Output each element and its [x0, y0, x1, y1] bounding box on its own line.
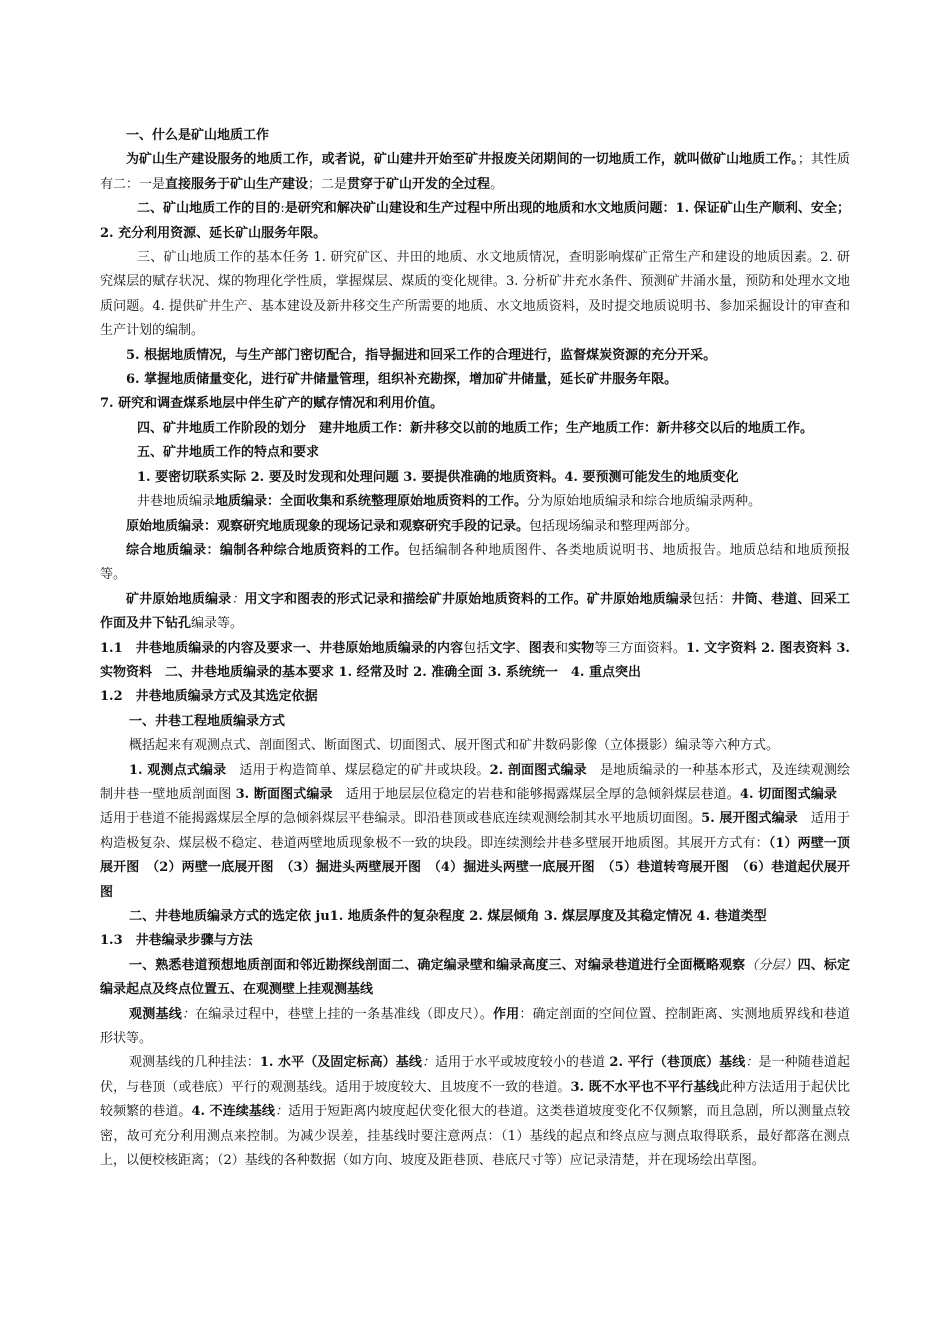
text-run: 适用于构造极复杂、煤层极不稳定、巷道两壁地质现象极不一致的块段。即连续测绘井巷多壁展开地质图。其展开方式有： — [100, 811, 850, 851]
text-run: 建井地质工作：新井移交以前的地质工作；生产地质工作：新井移交以后的地质工作。 — [319, 420, 814, 436]
text-run: 矿井原始地质编录 — [126, 591, 232, 607]
text-run: 三、矿山地质工作的基本任务 1. 研究矿区、井田的地质、水文地质情况，查明影响煤矿正常生产和建设的地质因素。2. 研究煤层的赋存状况、煤的物理化学性质，掌握煤层、煤质的变化规律。3. 分析矿井充水条件、预测矿井涌水量，预防和处理水文地质问题。4. 提供矿井生产、基本建设及新井移交生产所需要的地质、水文地质资料，及时提交地质说明书、参加采掘设计的审查和生产计划的编制。 — [100, 250, 850, 339]
text-run: 适用于巷道不能揭露煤层全厚的急倾斜煤层平巷编录。即沿巷顶或巷底连续观测绘制其水平地质切面图。 — [100, 786, 850, 827]
text-run: 实物 — [568, 640, 595, 656]
paragraph — [100, 905, 850, 929]
text-run: 五、矿井地质工作的特点和要求 — [137, 445, 320, 461]
paragraph — [100, 954, 850, 1003]
text-run: 1.3 井巷编录步骤与方法 — [100, 933, 253, 949]
text-run: （分层） — [745, 957, 798, 973]
text-run: 包括 — [463, 640, 490, 656]
text-run: 文字 — [489, 640, 516, 656]
text-run: 6. 掌握地质储量变化，进行矿井储量管理，组织补充勘探，增加矿井储量，延长矿井服务年限。 — [126, 372, 678, 388]
text-run: 包括： — [692, 591, 732, 607]
text-run: 1. 保证矿山生产顺利、安全；2. 充分利用资源、延长矿山服务年限。 — [100, 201, 850, 241]
paragraph — [100, 490, 850, 514]
text-run: 1.1 井巷地质编录的内容及要求一、井巷原始地质编录的内容 — [100, 640, 464, 656]
paragraph — [100, 246, 850, 344]
paragraph — [100, 368, 850, 392]
text-run: （1）两壁一顶展开图 （2）两壁一底展开图 （3）掘进头两壁展开图 （4）掘进头两壁一底展开图 （5）巷道转弯展开图 （6）巷道起伏展开图 — [100, 835, 850, 900]
paragraph — [100, 759, 850, 905]
text-run: ；二是 — [308, 176, 348, 192]
text-run: 井筒、巷道、回采工作面及井下钻孔 — [100, 591, 850, 632]
text-run: 等三方面资料。 — [594, 640, 686, 656]
paragraph — [100, 710, 850, 734]
text-run: 是地质编录的一种基本形式，及连续观测绘制井巷一壁地质剖面图 — [100, 762, 850, 802]
text-run: 包括现场编录和整理两部分。 — [529, 518, 699, 534]
paragraph — [100, 637, 850, 686]
paragraph — [100, 148, 850, 197]
text-run: 直接服务于矿山生产建设 — [165, 176, 309, 192]
text-run: 一、什么是矿山地质工作 — [126, 128, 270, 143]
paragraph — [100, 515, 850, 539]
paragraph — [100, 417, 850, 441]
text-run: 适用于构造简单、煤层稳定的矿井或块段。 — [226, 762, 490, 778]
text-run: 。 — [490, 176, 504, 192]
text-run: 适用于水平或坡度较小的巷道 — [435, 1055, 610, 1071]
text-run: 二、井巷地质编录方式的选定依 ju1. 地质条件的复杂程度 2. 煤层倾角 3. 煤层厚度及其稳定情况 4. 巷道类型 — [129, 909, 767, 924]
text-run: ： — [745, 1055, 759, 1071]
paragraph — [100, 197, 850, 246]
text-run: 是一种随巷道起伏，与巷顶（或巷底）平行的观测基线。适用于坡度较大、且坡度不一致的巷道。 — [100, 1055, 850, 1095]
paragraph — [100, 929, 850, 953]
text-run: 1. 观测点式编录 — [129, 762, 227, 778]
text-run: 和 — [554, 640, 569, 656]
paragraph — [100, 588, 850, 637]
text-run: ： — [421, 1055, 436, 1071]
text-run: 一、井巷工程地质编录方式 — [129, 713, 286, 729]
paragraph — [100, 685, 850, 709]
text-run: 编录等。 — [191, 616, 244, 632]
text-run: 5. 根据地质情况，与生产部门密切配合，指导掘进和回采工作的合理进行，监督煤炭资源的充分开采。 — [126, 347, 717, 363]
paragraph — [100, 734, 850, 758]
text-run: 适用于短距离内坡度起伏变化很大的巷道。这类巷道坡度变化不仅频繁，而且急剧，所以测量点较密，故可充分利用测点来控制。为减少误差，挂基线时要注意两点：（1）基线的起点和终点应与测点取得联系，最好都落在测点上，以便校核距离；（2）基线的各种数据（如方向、坡度及距巷顶、巷底尺寸等）应记录清楚，并在现场绘出草图。 — [100, 1104, 850, 1169]
paragraph — [100, 124, 850, 148]
text-run: 4. 不连续基线 — [191, 1104, 275, 1120]
text-run: 观测基线的几种挂法： — [129, 1055, 260, 1071]
text-run: 1. 要密切联系实际 2. 要及时发现和处理问题 3. 要提供准确的地质资料。4. 要预测可能发生的地质变化 — [137, 469, 739, 485]
document-body — [100, 124, 850, 1173]
text-run: 此种方法适用于起伏比较频繁的巷道。 — [100, 1079, 850, 1120]
text-run: 5. 展开图式编录 — [701, 811, 798, 827]
text-run: 观测基线 — [129, 1006, 182, 1022]
text-run: 四、标定编录起点及终点位置五、在观测壁上挂观测基线 — [100, 957, 850, 998]
text-run: 4. 切面图式编录 — [739, 786, 837, 802]
paragraph — [100, 1051, 850, 1173]
text-run: 在编录过程中，巷壁上挂的一条基准线（即皮尺）。 — [195, 1006, 493, 1022]
paragraph — [100, 466, 850, 490]
text-run: ：确定剖面的空间位置、控制距离、实测地质界线和巷道形状等。 — [100, 1006, 850, 1047]
text-run: 3. 既不水平也不平行基线 — [570, 1079, 720, 1095]
text-run: 贯穿于矿山开发的全过程 — [347, 176, 491, 192]
text-run: 作用 — [492, 1006, 520, 1022]
text-run: 分为原始地质编录和综合地质编录两种。 — [527, 494, 762, 510]
text-run: 一、熟悉巷道预想地质剖面和邻近勘探线剖面二、确定编录壁和编录高度三、对编录巷道进行全面概略观察 — [129, 957, 746, 973]
text-run: 综合地质编录：编制各种综合地质资料的工作。 — [126, 542, 408, 558]
text-run: ： — [275, 1104, 289, 1120]
text-run: ；其性质有二：一是 — [100, 152, 850, 192]
paragraph — [100, 392, 850, 416]
text-run: 是研究和解决矿山建设和生产过程中所出现的地质和水文地质问题： — [284, 201, 676, 217]
text-run: 井巷地质编录 — [137, 494, 216, 510]
text-run: 7. 研究和调查煤系地层中伴生矿产的赋存情况和利用价值。 — [100, 396, 444, 412]
text-run: 概括起来有观测点式、剖面图式、断面图式、切面图式、展开图式和矿井数码影像（立体摄影）编录等六种方式。 — [129, 738, 780, 754]
text-run: 、 — [515, 640, 529, 656]
text-run: 为矿山生产建设服务的地质工作，或者说，矿山建井开始至矿井报废关闭期间的一切地质工作，就叫做矿山地质工作。 — [126, 152, 798, 168]
text-run: 2. 平行（巷顶底）基线 — [609, 1055, 746, 1071]
text-run: 图表 — [528, 640, 555, 656]
text-run: : — [280, 201, 285, 217]
text-run: 地质编录：全面收集和系统整理原始地质资料的工作。 — [215, 494, 528, 510]
text-run: 原始地质编录：观察研究地质现象的现场记录和观察研究手段的记录。 — [126, 518, 530, 534]
paragraph — [100, 1003, 850, 1052]
text-run: ： — [181, 1006, 196, 1022]
paragraph — [100, 441, 850, 465]
paragraph — [100, 539, 850, 588]
text-run: 3. 断面图式编录 — [235, 786, 333, 802]
text-run: 包括编制各种地质图件、各类地质说明书、地质报告。地质总结和地质预报等。 — [100, 542, 850, 583]
text-run: 1. 水平（及固定标高）基线 — [259, 1055, 422, 1071]
text-run: 矿井原始地质编录 — [586, 591, 693, 607]
text-run: 2. 剖面图式编录 — [489, 762, 587, 778]
text-run: 1. 文字资料 2. 图表资料 3. 实物资料 二、井巷地质编录的基本要求 1. 经常及时 2. 准确全面 3. 系统统一 4. 重点突出 — [100, 640, 850, 680]
text-run: 适用于地层层位稳定的岩巷和能够揭露煤层全厚的急倾斜煤层巷道。 — [332, 786, 740, 802]
text-run: 1.2 井巷地质编录方式及其选定依据 — [100, 689, 318, 705]
text-run: 二、矿山地质工作的目的 — [137, 201, 281, 217]
paragraph — [100, 344, 850, 368]
text-run: ： — [231, 591, 245, 607]
text-run: 四、矿井地质工作阶段的划分 — [137, 420, 320, 436]
text-run: 用文字和图表的形式记录和描绘矿井原始地质资料的工作。 — [244, 591, 587, 607]
